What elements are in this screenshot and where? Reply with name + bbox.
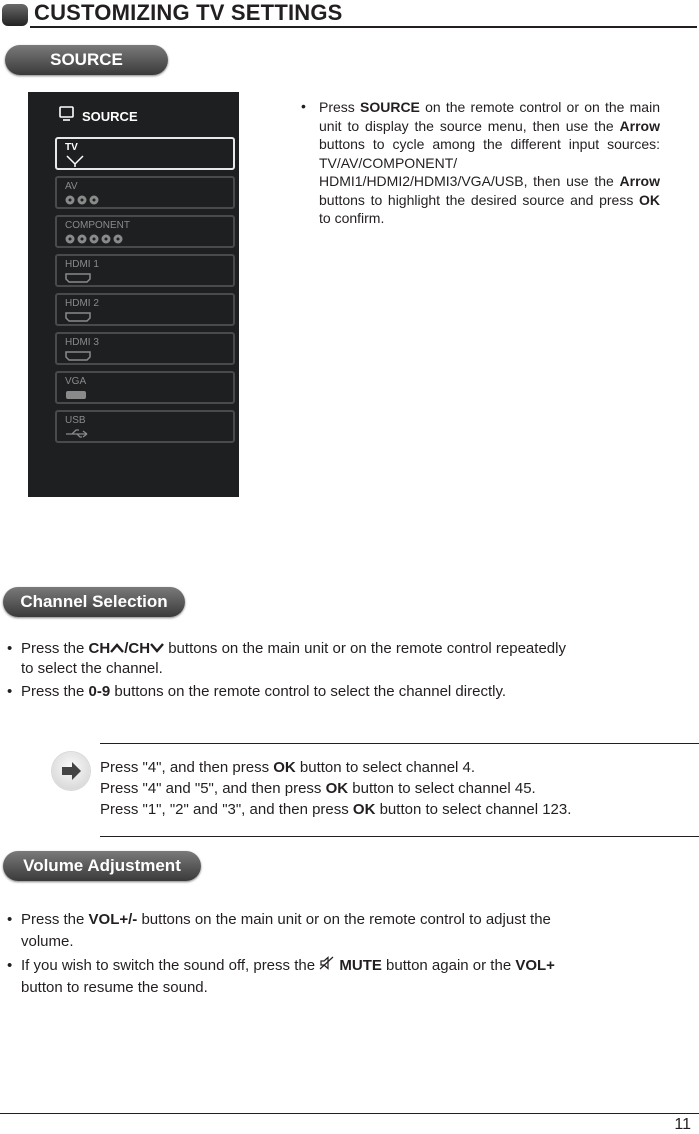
note-top-divider <box>100 743 699 744</box>
arrow-right-icon <box>52 752 90 790</box>
source-item-vga[interactable] <box>55 371 235 404</box>
source-menu-screenshot <box>28 92 239 497</box>
source-item-label: HDMI 3 <box>65 337 99 348</box>
source-menu-heading: SOURCE <box>82 109 138 124</box>
monitor-icon <box>28 92 88 132</box>
note-line: Press "1", "2" and "3", and then press OK button to select channel 123. <box>100 801 572 818</box>
hdmi-port-icon <box>65 350 95 362</box>
channel-bullet-1: Press the CH /CH buttons on the main unit or on the remote control repeatedly <box>21 640 566 657</box>
chevron-down-icon <box>150 643 164 653</box>
source-item-component[interactable] <box>55 215 235 248</box>
channel-section-pill: Channel Selection <box>3 587 185 617</box>
source-item-hdmi3[interactable] <box>55 332 235 365</box>
source-item-label: HDMI 1 <box>65 259 99 270</box>
bullet-marker: • <box>7 957 13 974</box>
chevron-up-icon <box>110 643 124 653</box>
mute-icon <box>319 956 335 970</box>
source-section-pill: SOURCE <box>5 45 168 75</box>
source-item-usb[interactable] <box>55 410 235 443</box>
title-divider <box>30 26 697 28</box>
source-item-label: COMPONENT <box>65 220 130 231</box>
note-bottom-divider <box>100 836 699 837</box>
channel-bullet-2: Press the 0-9 buttons on the remote control to select the channel directly. <box>21 683 506 700</box>
volume-bullet-1: Press the VOL+/- buttons on the main unit or on the remote control to adjust the <box>21 911 551 928</box>
volume-section-pill: Volume Adjustment <box>3 851 201 881</box>
hdmi-port-icon <box>65 311 95 323</box>
vga-port-icon <box>65 389 95 401</box>
source-item-label: AV <box>65 181 78 192</box>
source-instructions: Press SOURCE on the remote control or on the main unit to display the source menu, then use the Arrow buttons to cycle among the different input sources: TV/AV/COMPONENT/ HDMI1/HDMI2/HDMI3/VGA/USB, then use the Arrow buttons to highlight the desired source and press OK to confirm. <box>319 99 660 226</box>
page-title: CUSTOMIZING TV SETTINGS <box>34 0 343 25</box>
section-tab-icon <box>2 4 28 26</box>
volume-bullet-1-cont: volume. <box>21 933 74 950</box>
source-item-label: TV <box>65 142 78 153</box>
bullet-marker: • <box>301 98 306 114</box>
volume-bullet-2-cont: button to resume the sound. <box>21 979 208 996</box>
usb-icon <box>65 428 95 440</box>
source-item-tv[interactable] <box>55 137 235 170</box>
source-item-av[interactable] <box>55 176 235 209</box>
note-line: Press "4", and then press OK button to select channel 4. <box>100 759 476 776</box>
bullet-marker: • <box>7 683 13 700</box>
component-jacks-icon <box>65 233 135 247</box>
antenna-icon <box>65 155 85 167</box>
source-item-label: VGA <box>65 376 87 387</box>
source-item-label: HDMI 2 <box>65 298 99 309</box>
volume-bullet-2: If you wish to switch the sound off, press the MUTE button again or the VOL+ <box>21 957 555 974</box>
av-jacks-icon <box>65 194 115 208</box>
page-number: 11 <box>674 1116 691 1133</box>
hdmi-port-icon <box>65 272 95 284</box>
note-line: Press "4" and "5", and then press OK button to select channel 45. <box>100 780 536 797</box>
bullet-marker: • <box>7 911 13 928</box>
source-item-hdmi2[interactable] <box>55 293 235 326</box>
source-item-label: USB <box>65 415 86 426</box>
bullet-marker: • <box>7 640 13 657</box>
footer-divider <box>0 1113 699 1114</box>
channel-bullet-1-cont: to select the channel. <box>21 660 163 677</box>
source-item-hdmi1[interactable] <box>55 254 235 287</box>
page-header <box>0 0 699 28</box>
